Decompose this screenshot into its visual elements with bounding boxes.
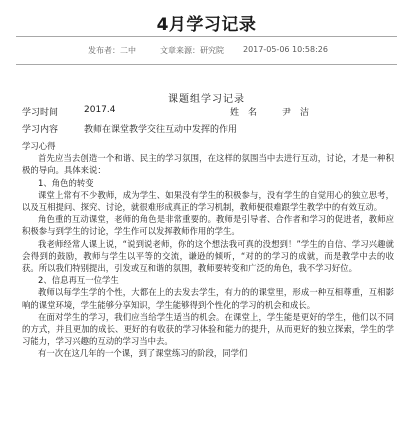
name-value: 尹 洁 [282, 108, 310, 118]
subheading: 2、信息再互一位学生 [38, 275, 119, 286]
name-label: 姓 名 [230, 108, 258, 118]
paragraph: 教师以每学生学的个性，大都在上的去发去学生，有力的的课堂里，形成一种互相尊重，互相影响的课堂环境，学生能够分享知识，学生能够得到个性化的学习的机会和成长。 [22, 287, 394, 310]
title-divider [16, 36, 397, 37]
study-content-value: 教师在课堂教学交往互动中发挥的作用 [84, 125, 238, 135]
paragraph: 有一次在这几年的一个课，到了课堂练习的阶段，同学们 [38, 348, 248, 359]
study-time-label: 学习时间 [22, 108, 59, 118]
section-heading: 学习心得 [22, 141, 56, 151]
author-text: 发布者：二中 [88, 46, 136, 55]
paragraph: 首先应当去创造一个和谐、民主的学习氛围，在这样的氛围当中去进行互动，讨论，才是一种积极的导向。具体来说： [22, 153, 394, 176]
date-text: 2017-05-06 10:58:26 [243, 45, 328, 54]
body-text [22, 140, 394, 360]
record-title: 课题组学习记录 [168, 94, 245, 105]
paragraph: 课堂上常有不少教师，成为学生、如果没有学生的积极参与，没有学生的自觉用心的独立思考，以及互相提问、探究、讨论，就很难形成真正的学习机制，教师便很难跟学生教学中的有效互动。 [22, 189, 394, 213]
subheading: 1、角色的转变 [38, 177, 94, 188]
study-time-value: 2017.4 [84, 105, 116, 115]
document-title: 4月学习记录 [156, 15, 257, 35]
source-text: 文章来源：研究院 [160, 46, 224, 55]
study-content-label: 学习内容 [22, 125, 59, 135]
paragraph: 角色重的互动课堂，老师的角色是非常重要的。教师是引导者、合作者和学习的促进者，教师应积极参与到学生的讨论，学生作可以发挥教师作用的学生。 [22, 214, 394, 237]
paragraph: 我老师经常人课上说，“说到说老师，你的这个想法我可真的没想到！”学生的自信、学习兴趣就会得到的鼓励，教师与学生以平等的交流，谦逊的倾听，“对的的学习的成就，而是教学中去的收获。所以我们特别提出，引发或互和谐的氛围，教师要转变和广泛的角色，我不学习好位。 [22, 238, 394, 274]
meta-divider [16, 64, 397, 65]
paragraph: 在面对学生的学习，我们应当给学生适当的机会。在课堂上，学生能是更好的学生，他们以不同的方式，并且更加的成长、更好的有收获的学习体验和能力的提升，从而更好的独立探索，学生的学习能力，学习兴趣的互动的学习当中去。 [22, 311, 394, 347]
